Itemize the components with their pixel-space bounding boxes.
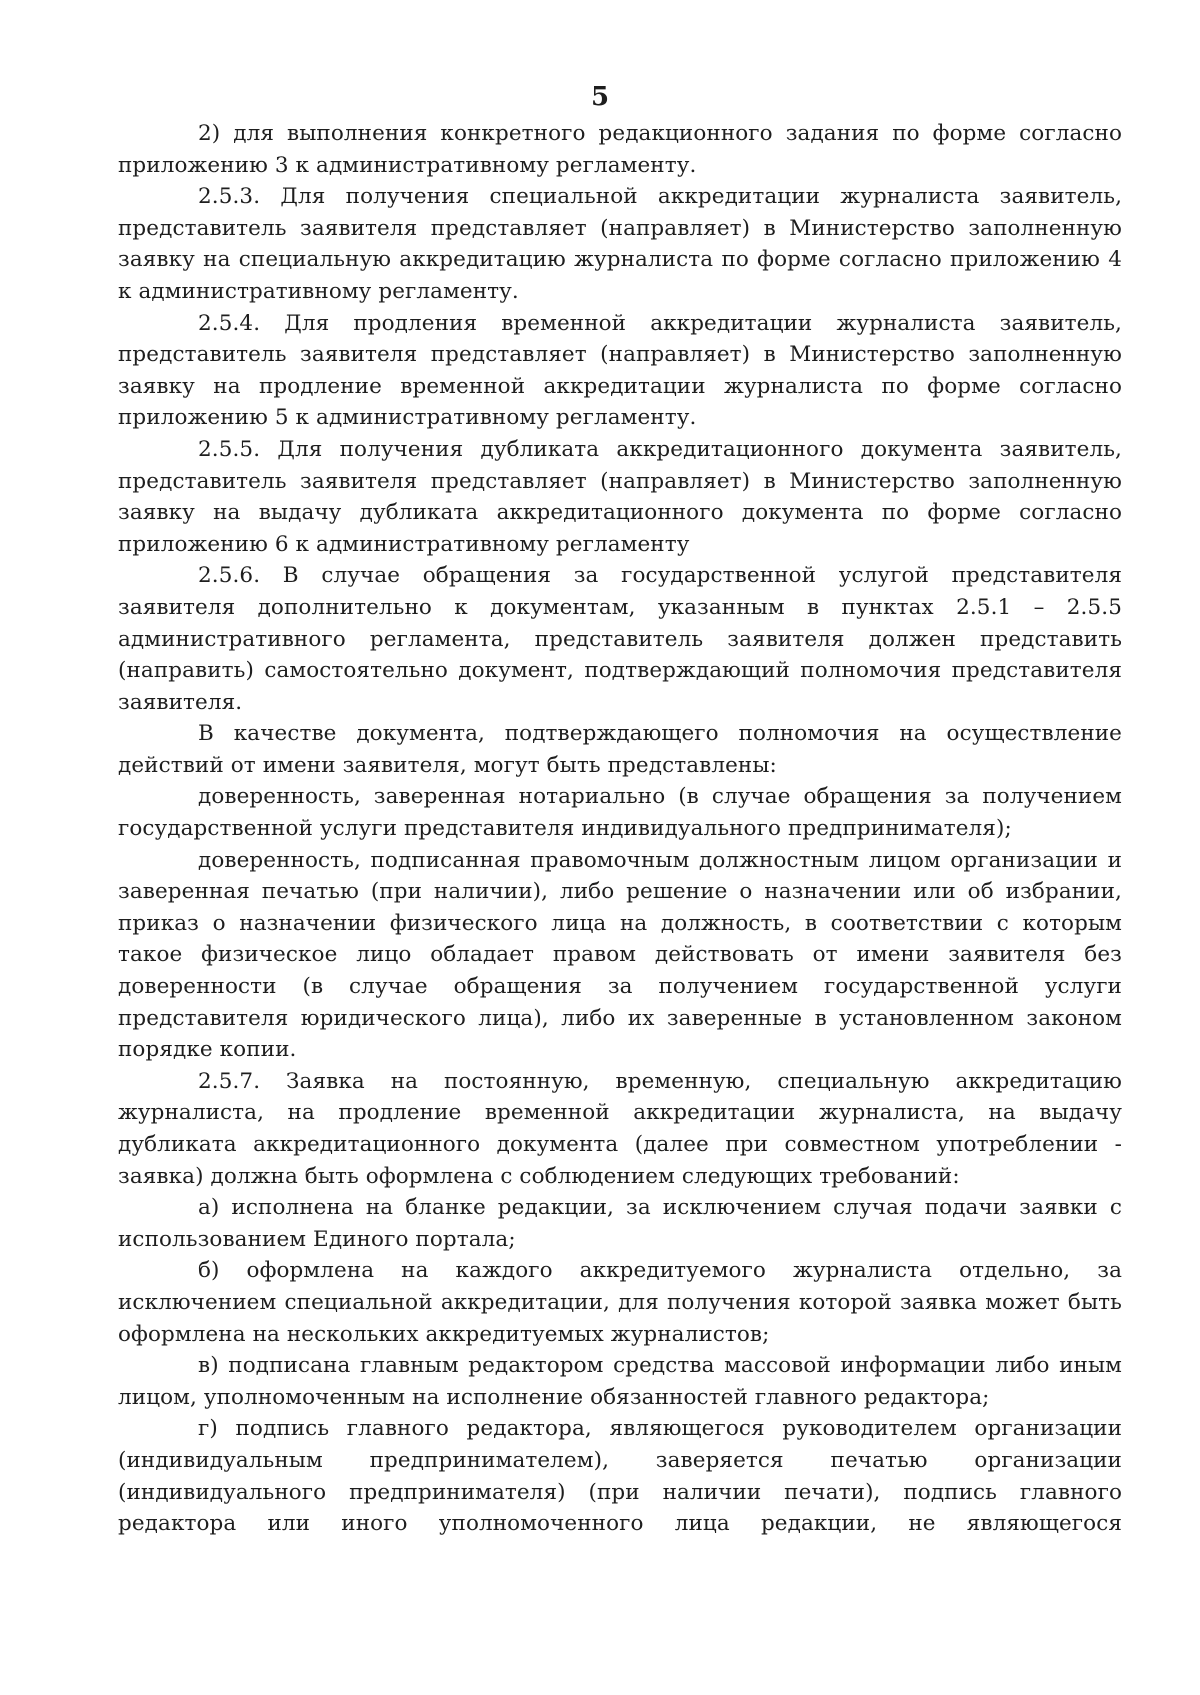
document-body (118, 118, 1122, 1540)
page-number: 5 (590, 82, 610, 112)
paragraph-requirement-b: б) оформлена на каждого аккредитуемого журналиста отдельно, за исключением специальной аккредитации, для получения которой заявка может быть оформлена на нескольких аккредитуемых журналистов; (118, 1258, 1122, 1347)
paragraph-signed-power-of-attorney: доверенность, подписанная правомочным должностным лицом организации и заверенная печатью (при наличии), либо решение о назначении или об избрании, приказ о назначении физического лица на должность, в соответствии с которым такое физическое лицо обладает правом действовать от имени заявителя без доверенности (в случае обращения за получением государственной услуги представителя юридического лица), либо их заверенные в установленном законом порядке копии. (118, 847, 1122, 1063)
paragraph-authority-documents: В качестве документа, подтверждающего полномочия на осуществление действий от имени заявителя, могут быть представлены: (118, 721, 1122, 778)
paragraph-requirement-v: в) подписана главным редактором средства массовой информации либо иным лицом, уполномоченным на исполнение обязанностей главного редактора; (118, 1353, 1122, 1410)
paragraph-notarized-power-of-attorney: доверенность, заверенная нотариально (в случае обращения за получением государственной услуги представителя индивидуального предпринимателя); (118, 784, 1122, 842)
paragraph-requirement-g: г) подпись главного редактора, являющегося руководителем организации (индивидуальным предпринимателем), заверяется печатью организации (индивидуального предпринимателя) (при наличии печати), подпись главного редактора или иного уполномоченного лица редакции, не являющегося (118, 1416, 1122, 1537)
paragraph-item-2: 2) для выполнения конкретного редакционного задания по форме согласно приложению 3 к административному регламенту. (118, 121, 1122, 178)
paragraph-2-5-4: 2.5.4. Для продления временной аккредитации журналиста заявитель, представитель заявителя представляет (направляет) в Министерство заполненную заявку на продление временной аккредитации журналиста по форме согласно приложению 5 к административному регламенту. (118, 310, 1122, 431)
paragraph-2-5-6: 2.5.6. В случае обращения за государственной услугой представителя заявителя дополнительно к документам, указанным в пунктах 2.5.1 – 2.5.5 административного регламента, представитель заявителя должен представить (направить) самостоятельно документ, подтверждающий полномочия представителя заявителя. (118, 563, 1122, 715)
paragraph-2-5-3: 2.5.3. Для получения специальной аккредитации журналиста заявитель, представитель заявителя представляет (направляет) в Министерство заполненную заявку на специальную аккредитацию журналиста по форме согласно приложению 4 к административному регламенту. (118, 184, 1122, 304)
paragraph-2-5-5: 2.5.5. Для получения дубликата аккредитационного документа заявитель, представитель заявителя представляет (направляет) в Министерство заполненную заявку на выдачу дубликата аккредитационного документа по форме согласно приложению 6 к административному регламенту (118, 436, 1122, 557)
paragraph-2-5-7: 2.5.7. Заявка на постоянную, временную, специальную аккредитацию журналиста, на продление временной аккредитации журналиста, на выдачу дубликата аккредитационного документа (далее при совместном употреблении - заявка) должна быть оформлена с соблюдением следующих требований: (118, 1068, 1122, 1189)
paragraph-requirement-a: а) исполнена на бланке редакции, за исключением случая подачи заявки с использованием Единого портала; (118, 1195, 1122, 1252)
